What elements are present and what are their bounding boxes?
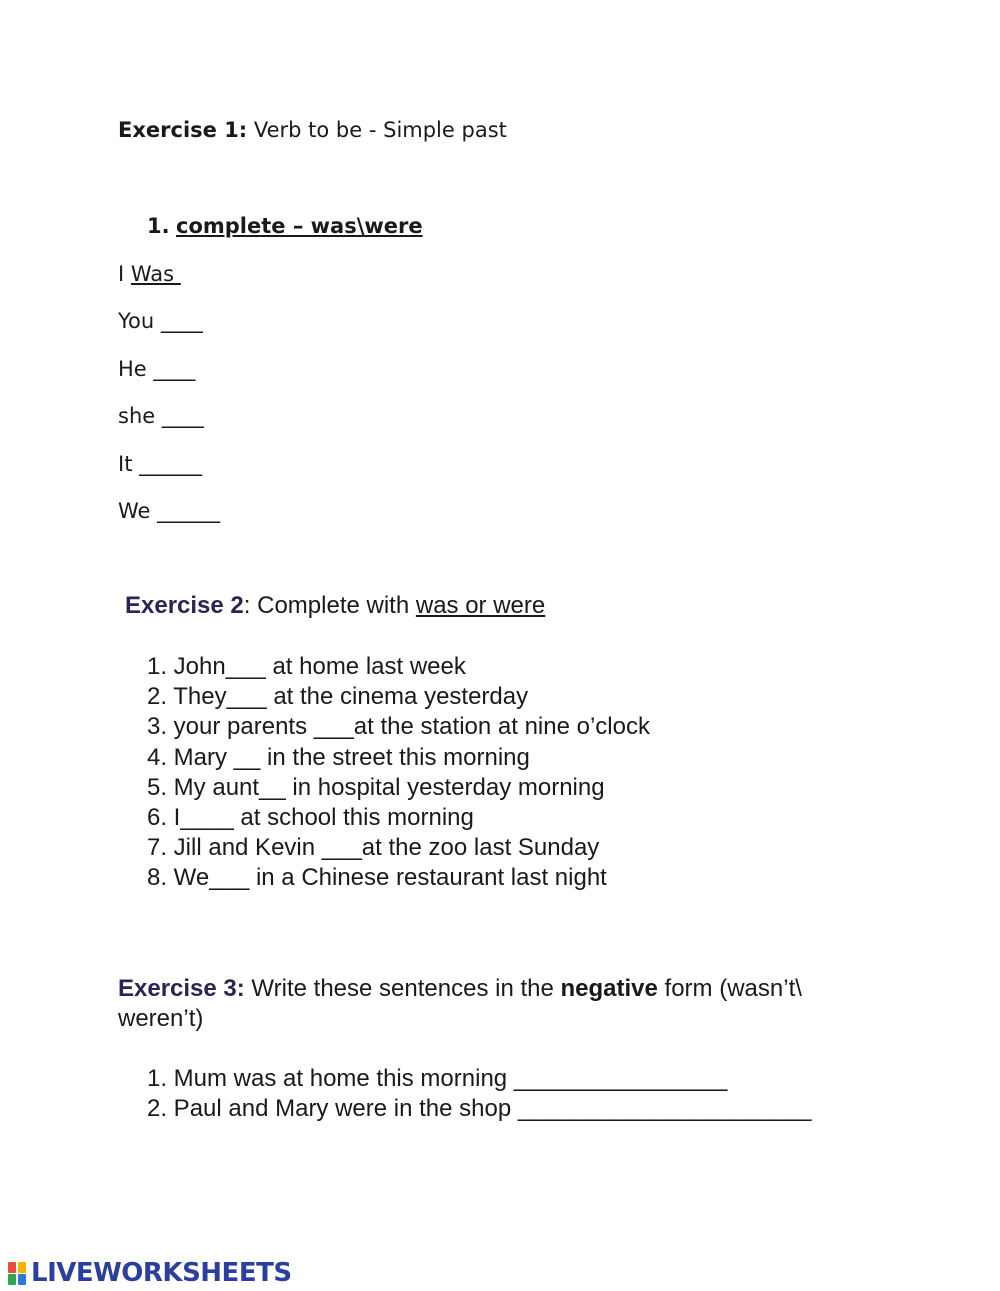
list-item[interactable]: 8. We___ in a Chinese restaurant last night [147,864,607,892]
exercise-3-heading-end: form (wasn’t\ weren’t) [118,975,802,1032]
list-item[interactable]: 2. They___ at the cinema yesterday [147,683,529,711]
list-item[interactable]: 1. Mum was at home this morning ________________ [147,1065,728,1092]
line-subject: He [118,357,147,381]
exercise-2-keywords: was or were [415,592,546,619]
exercise-1-line[interactable] [118,262,181,286]
exercise-3-label: Exercise 3: [118,975,245,1002]
exercise-3-emphasis: negative [560,975,658,1002]
line-blank[interactable]: ______ [139,452,203,476]
line-answer[interactable]: Was [130,262,181,286]
exercise-1-line[interactable] [118,404,204,428]
exercise-1-heading: Verb to be - Simple past [247,118,507,142]
exercise-2-label: Exercise 2 [125,592,244,619]
list-item[interactable]: 4. Mary __ in the street this morning [147,743,530,771]
line-blank[interactable]: ____ [160,309,203,333]
line-blank[interactable]: ____ [153,357,196,381]
exercise-2-heading: : Complete with [243,592,416,619]
exercise-3-title [118,974,878,1034]
brand-name: LIVEWORKSHEETS [31,1258,292,1288]
exercise-3-heading: Write these sentences in the [244,975,561,1002]
list-item[interactable]: 6. I____ at school this morning [147,804,474,832]
line-subject: she [118,404,156,428]
exercise-1-label: Exercise 1: [118,118,248,142]
line-blank[interactable]: ______ [157,499,221,523]
exercise-1-line[interactable] [118,357,195,381]
logo-tiles-icon [8,1260,28,1286]
exercise-3-list [147,1064,812,1124]
exercise-1-instruction [147,214,423,238]
line-subject: It [118,452,133,476]
line-subject: You [118,309,155,333]
exercise-1-line[interactable] [118,452,202,476]
exercise-1-title [118,118,507,142]
instruction-text: complete – was\were [176,214,423,238]
line-subject: We [118,499,151,523]
exercise-1-line[interactable] [118,499,220,523]
instruction-number: 1. [147,214,170,238]
list-item[interactable]: 5. My aunt__ in hospital yesterday morning [147,773,605,801]
list-item[interactable]: 3. your parents ___at the station at nine o’clock [147,713,650,741]
line-blank[interactable]: ____ [161,404,204,428]
exercise-2-list [147,652,650,894]
line-subject: I [118,262,125,286]
list-item[interactable]: 7. Jill and Kevin ___at the zoo last Sunday [147,834,600,862]
exercise-2-title [125,592,545,620]
list-item[interactable]: 1. John___ at home last week [147,653,466,680]
exercise-1-line[interactable] [118,309,203,333]
liveworksheets-logo[interactable] [8,1258,292,1288]
list-item[interactable]: 2. Paul and Mary were in the shop ______________________ [147,1095,812,1123]
